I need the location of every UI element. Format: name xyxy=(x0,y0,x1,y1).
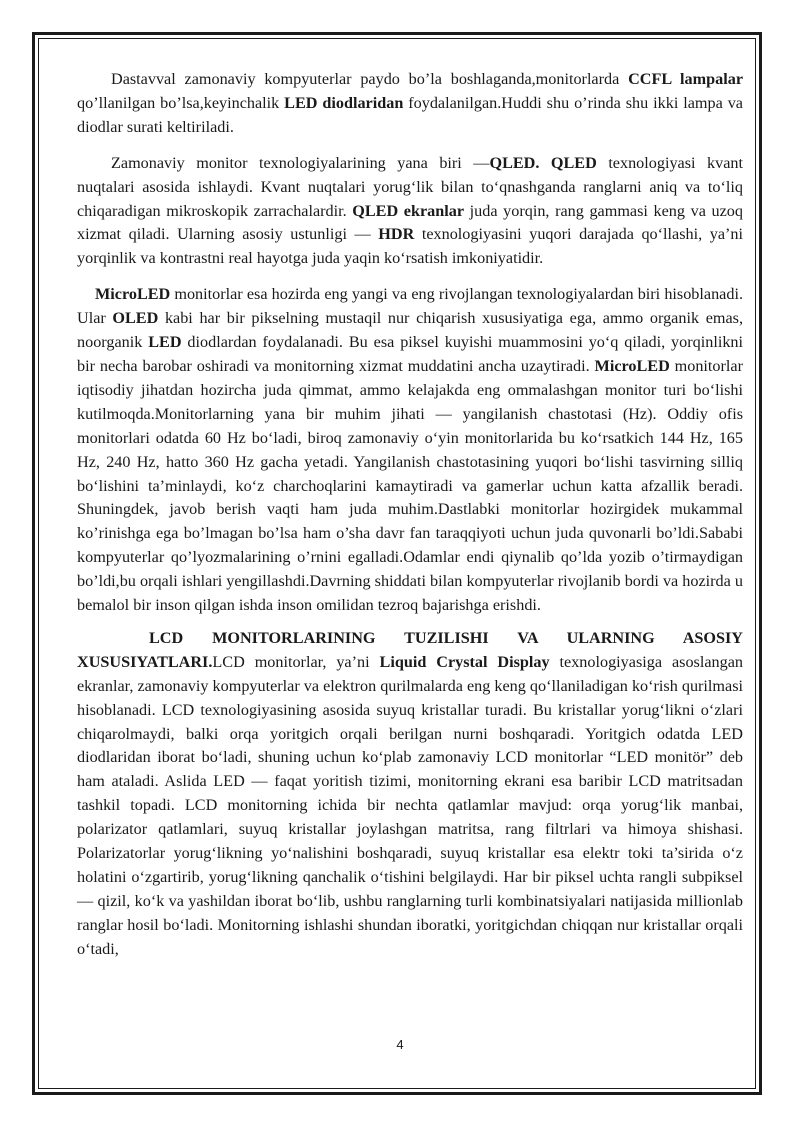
document-body xyxy=(77,68,743,962)
text-run: diodlardan foydalanadi. Bu esa piksel kuyishi muammosini yo‘q qiladi, yorqinlikni bir necha barobar oshiradi va monitorning xizmat muddatini ancha uzaytiradi. xyxy=(77,333,744,375)
bold-text-run: QLED. QLED xyxy=(489,153,597,172)
text-run: texnologiyasiga asoslangan ekranlar, zamonaviy kompyuterlar va elektron qurilmalarda eng keng qo‘llaniladigan ko‘rish qurilmasi hisoblanadi. LCD texnologiyasining asosida suyuq kristallar turadi. Bu kristallar yorug‘likni o‘zlari chiqarolmaydi, balki orqa yoritgich orqali berilgan nurni boshqaradi. Yoritgich odatda LED diodlaridan iborat bo‘ladi, shuning uchun ko‘plab zamonaviy LCD monitorlar “LED monitör” deb ham ataladi. Aslida LED — faqat yoritish tizimi, monitorning ekrani esa baribir LCD matritsadan tashkil topadi. LCD monitorning ichida bir nechta qatlamlar mavjud: orqa yorug‘lik manbai, polarizator qatlamlari, suyuq kristallar joylashgan matritsa, rang filtrlari va himoya shishasi. Polarizatorlar yorug‘likning yo‘nalishini boshqaradi, suyuq kristallar esa elektr toki ta’sirida o‘z holatini o‘zgartirib, yorug‘likning qanchalik o‘tishini belgilaydi. Har bir piksel uchta rangli subpiksel — qizil, ko‘k va yashildan iborat bo‘lib, ushbu ranglarning turli kombinatsiyalari natijasida millionlab ranglar hosil bo‘ladi. Monitorning ishlashi shundan iboratki, yoritgichdan chiqqan nur kristallar orqali o‘tadi, xyxy=(77,652,743,958)
bold-text-run: LCD MONITORLARINING TUZILISHI VA ULARNING ASOSIY XUSUSIYATLARI. xyxy=(77,628,743,671)
bold-text-run: OLED xyxy=(112,309,159,328)
text-run: LCD monitorlar, ya’ni xyxy=(212,652,380,671)
bold-text-run: HDR xyxy=(378,225,415,244)
bold-text-run: CCFL lampalar xyxy=(628,70,744,88)
paragraph-microled xyxy=(77,283,743,618)
page-number: 4 xyxy=(396,1037,404,1052)
text-run: Zamonaviy monitor texnologiyalarining yana biri — xyxy=(111,153,490,172)
paragraph-ccfl-led xyxy=(77,68,743,140)
bold-text-run: QLED ekranlar xyxy=(352,201,465,220)
text-run: kabi har bir pikselning mustaqil nur chiqarish xususiyatiga ega, ammo organik emas, noorganik xyxy=(77,309,743,352)
text-run: juda yorqin, rang gammasi keng va uzoq xizmat qiladi. Ularning asosiy ustunligi — xyxy=(77,201,743,244)
text-run: Dastavval zamonaviy kompyuterlar paydo bo’la boshlaganda,monitorlarda xyxy=(111,70,629,88)
text-run: monitorlar esa hozirda eng yangi va eng rivojlangan texnologiyalardan biri hisoblanadi. Ular xyxy=(77,285,743,328)
text-run: texnologiyasi kvant nuqtalari asosida ishlaydi. Kvant nuqtalari yorug‘lik bilan to‘qnashganda ranglarni aniq va to‘liq chiqaradigan mikroskopik zarrachalardir. xyxy=(77,153,744,220)
bold-text-run: MicroLED xyxy=(95,285,171,304)
bold-text-run: LED diodlaridan xyxy=(284,93,404,112)
text-run: qo’llanilgan bo’lsa,keyinchalik xyxy=(77,93,285,112)
text-run: monitorlar iqtisodiy jihatdan hozircha juda qimmat, ammo kelajakda eng ommalashgan monitor turi bo‘lishi kutilmoqda.Monitorlarning yana bir muhim jihati — yangilanish chastotasi (Hz). Oddiy ofis monitorlari odatda 60 Hz bo‘ladi, biroq zamonaviy o‘yin monitorlarida bu ko‘rsatkich 144 Hz, 165 Hz, 240 Hz, hatto 360 Hz gacha yetadi. Yangilanish chastotasining yuqori bo‘lishi tasvirning silliq bo‘lishini ta’minlaydi, ko‘z charchoqlarini kamaytiradi va gamerlar uchun katta afzallik beradi. Shuningdek, javob berish vaqti ham juda muhim.Dastlabki monitorlar hozirgidek mukammal ko’rinishga ega bo’lmagan bo’lsa ham o’sha davr fan taraqqiyoti uchun juda quvonarli bo’ldi.Sababi kompyuterlar qo’lyozmalarining o’rnini egalladi.Odamlar endi qiynalib qo’lda yozib o’tirmaydigan bo’ldi,bu orqali ishlari yengillashdi.Davrning shiddati bilan kompyuterlar rivojlanib bordi va hozirda u bemalol bir inson qilgan ishda inson omilidan tezroq bajarishga erishdi. xyxy=(77,356,743,615)
paragraph-qled xyxy=(77,152,743,272)
bold-text-run: LED xyxy=(148,333,182,352)
bold-text-run: MicroLED xyxy=(594,356,670,375)
text-run: texnologiyasini yuqori darajada qo‘llashi, ya’ni yorqinlik va kontrastni real hayotga juda yaqin ko‘rsatish imkoniyatidir. xyxy=(77,225,743,268)
paragraph-lcd-structure xyxy=(77,627,743,962)
text-run: foydalanilgan.Huddi shu o’rinda shu ikki lampa va diodlar surati keltiriladi. xyxy=(77,93,743,136)
bold-text-run: Liquid Crystal Display xyxy=(379,652,550,671)
